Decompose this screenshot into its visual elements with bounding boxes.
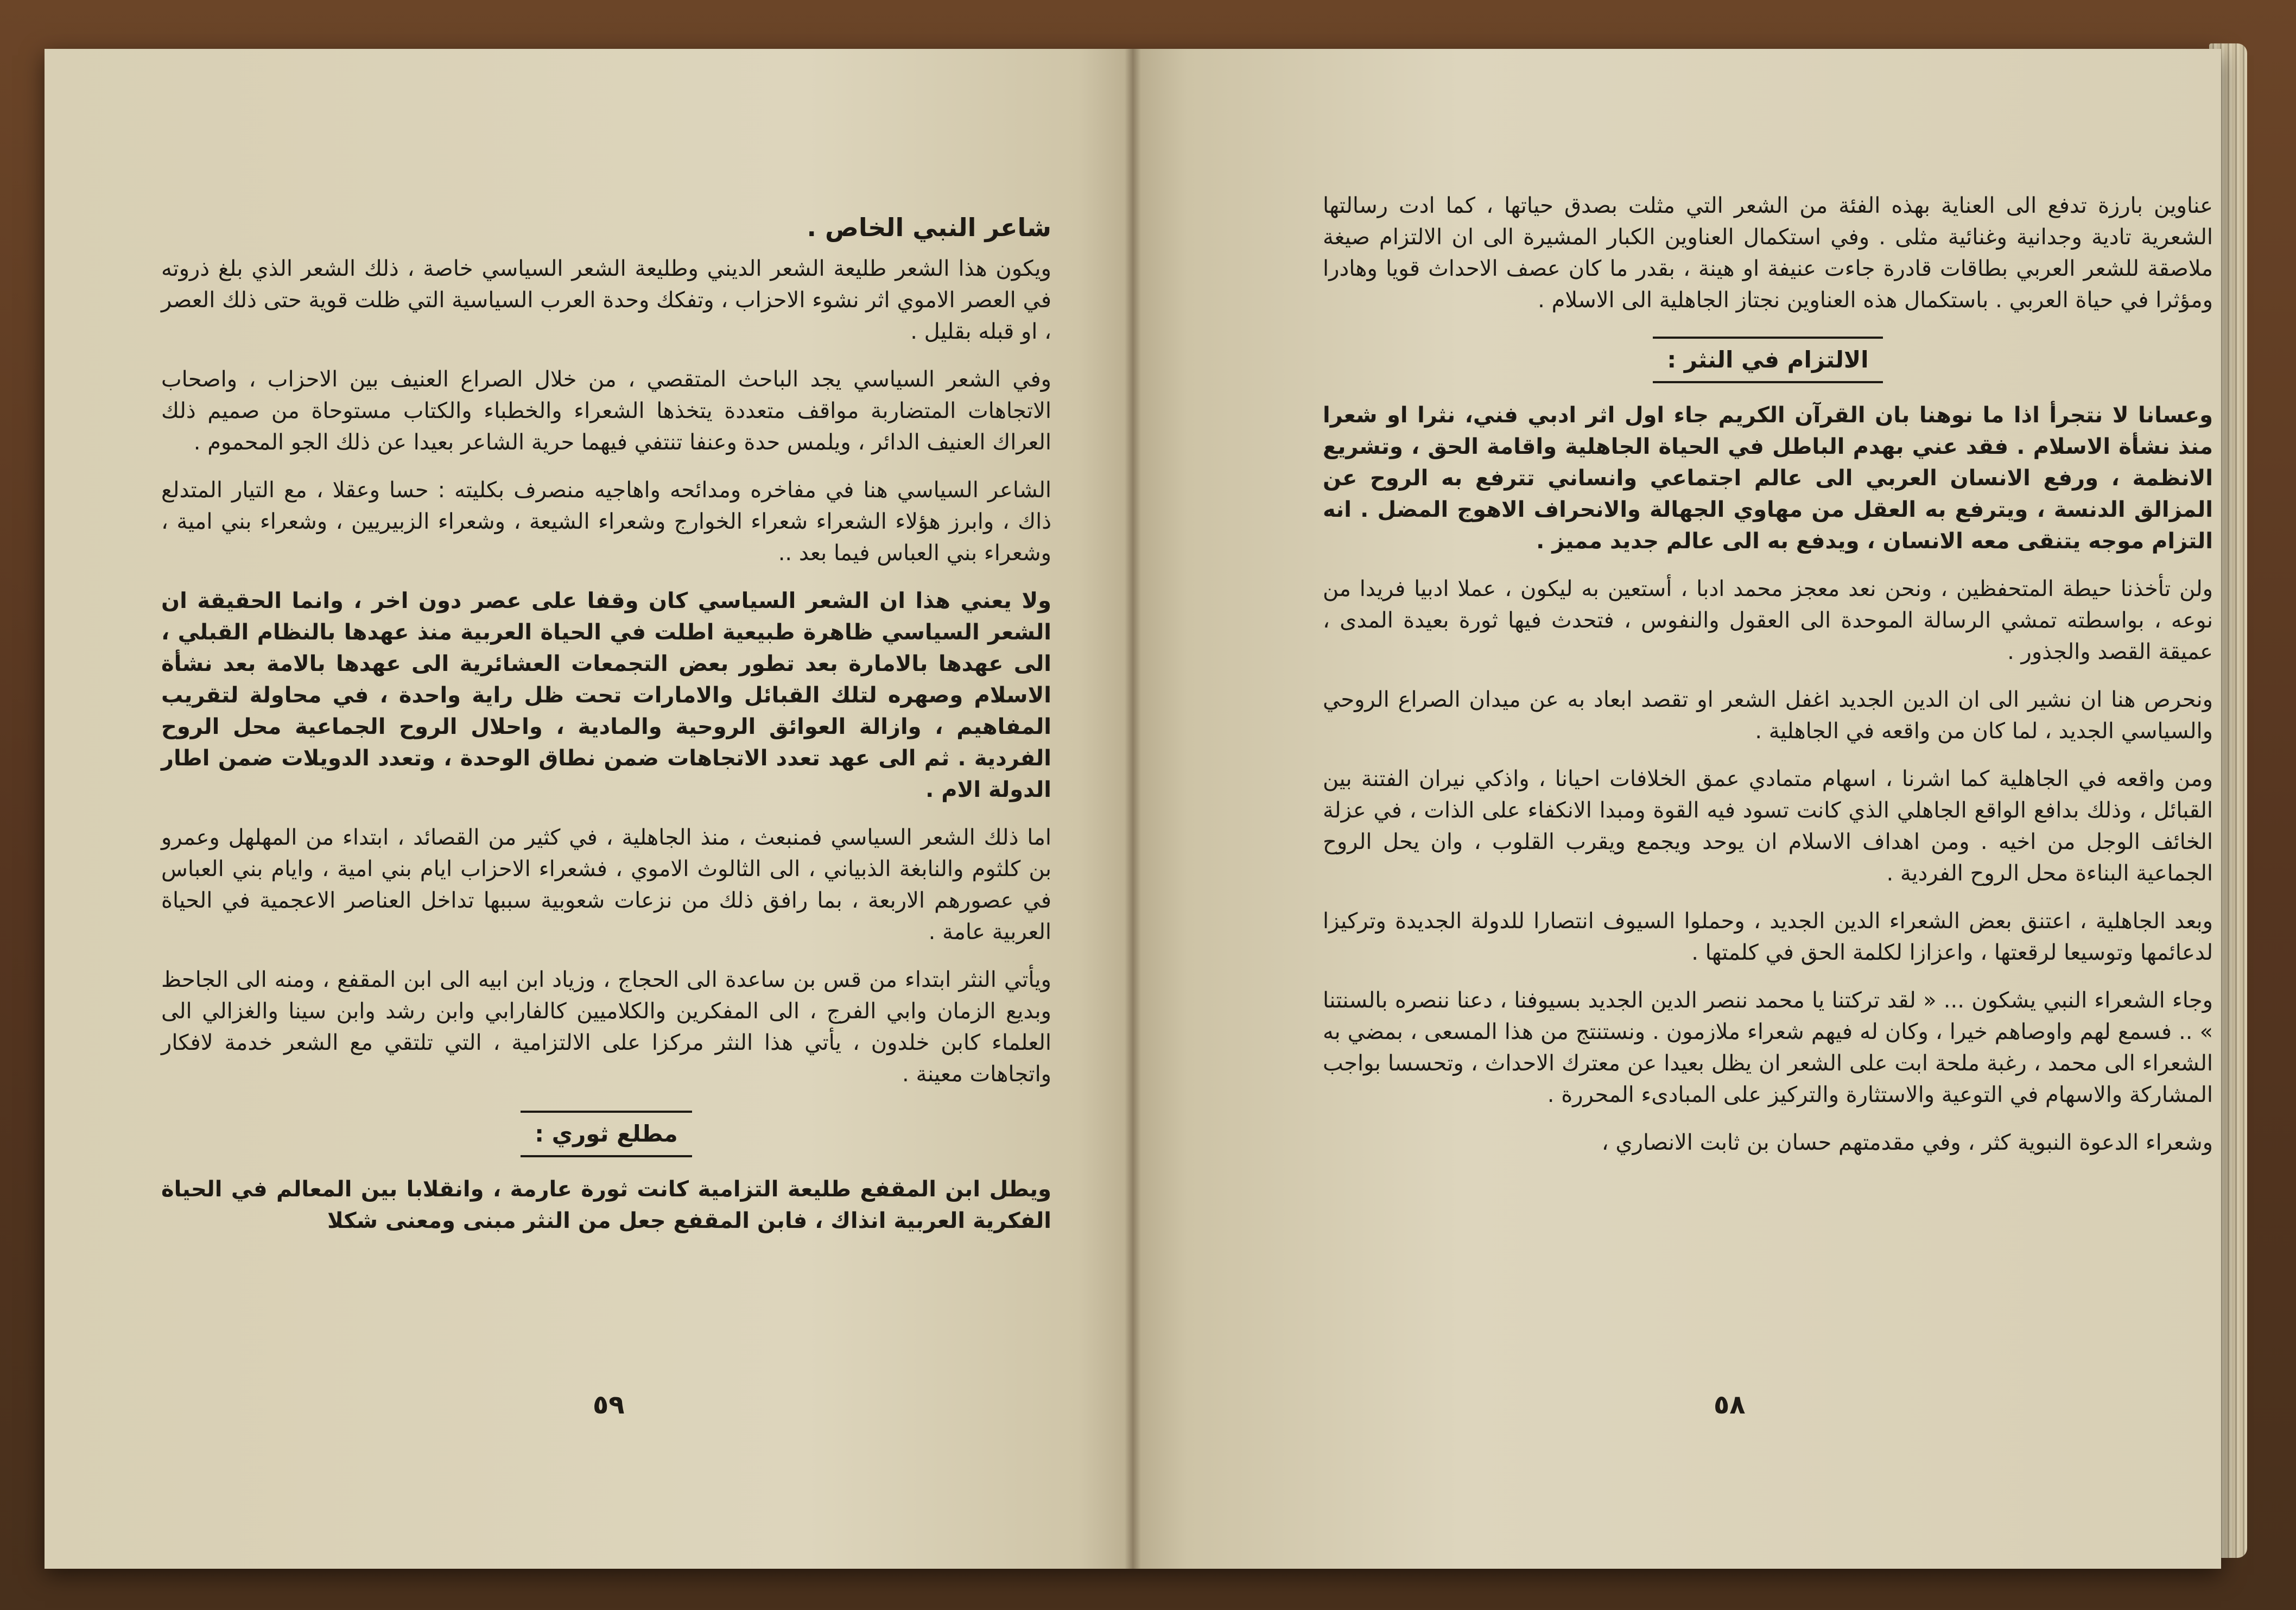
right-paragraph-7: وشعراء الدعوة النبوية كثر ، وفي مقدمتهم حسان بن ثابت الانصاري ، <box>1601 1130 2213 1155</box>
right-page-text <box>1323 190 2213 1175</box>
right-paragraph-5: وبعد الجاهلية ، اعتنق بعض الشعراء الدين الجديد ، وحملوا السيوف انتصارا للدولة الجديدة وتركيزا لدعائمها وتوسيعا لرقعتها ، واعزازا لكلمة الحق في كلمتها . <box>1323 909 2213 965</box>
book-gutter <box>1125 49 1141 1569</box>
left-paragraph-6: ويأتي النثر ابتداء من قس بن ساعدة الى الحجاج ، وزياد ابن ابيه الى ابن المقفع ، ومنه الى الجاحظ وبديع الزمان وابي الفرج ، الى المفكرين والكلاميين كالفارابي وابن رشد وابن سينا والغزالي الى العلماء كابن خلدون ، يأتي هذا النثر مركزا على الالتزامية ، التي تلتقي مع الشعر خدمة لافكار واتجاهات معينة . <box>161 967 1051 1087</box>
book-spread <box>45 49 2221 1569</box>
left-paragraph-3: الشاعر السياسي هنا في مفاخره ومدائحه واهاجيه منصرف بكليته : حسا وعقلا ، مع التيار المتدلع ذاك ، وابرز هؤلاء الشعراء شعراء الخوارج وشعراء الشيعة ، وشعراء الزبيريين ، وشعراء بني امية ، وشعراء بني العباس فيما بعد .. <box>161 478 1051 566</box>
left-paragraph-5: اما ذلك الشعر السياسي فمنبعث ، منذ الجاهلية ، في كثير من القصائد ، ابتداء من المهلهل وعمرو بن كلثوم والنابغة الذبياني ، الى الثالوث الاموي ، فشعراء الاحزاب ايام بني امية ، وايام بني العباس في عصورهم الاربعة ، بما رافق ذلك من نزعات شعوبية سببها تداخل العناصر الاعجمية في الحياة العربية عامة . <box>161 825 1051 945</box>
left-paragraph-2: وفي الشعر السياسي يجد الباحث المتقصي ، من خلال الصراع العنيف بين الاحزاب ، واصحاب الاتجاهات المتضاربة مواقف متعددة يتخذها الشعراء والخطباء والكتاب مستوحاة من صميم ذلك العراك العنيف الدائر ، ويلمس حدة وعنفا تنتفي فيهما حرية الشاعر بعيدا عن ذلك الجو المحموم . <box>161 367 1051 455</box>
right-subheading: الالتزام في النثر : <box>1653 337 1882 383</box>
right-paragraph-4: ومن واقعه في الجاهلية كما اشرنا ، اسهام متمادي عمق الخلافات احيانا ، واذكي نيران الفتنة بين القبائل ، وذلك بدافع الواقع الجاهلي الذي كانت تسود فيه القوة ومبدا الانكفاء على الذات ، في عزلة الخائف الوجل من اخيه . ومن اهداف الاسلام ان يوحد ويجمع ويقرب القلوب ، وان يحل الروح الجماعية البناءة محل الروح الفردية . <box>1323 766 2213 886</box>
right-paragraph-6: وجاء الشعراء النبي يشكون ... « لقد تركتنا يا محمد ننصر الدين الجديد بسيوفنا ، دعنا ننصره بالسنتنا » .. فسمع لهم واوصاهم خيرا ، وكان له فيهم شعراء ملازمون . ونستنتج من هذا المسعى ، بمضي به الشعراء الى محمد ، رغبة ملحة ابت على الشعر ان يظل بعيدا عن معترك الاحداث ، وتحسسا بواجب المشاركة والاسهام في التوعية والاستثارة والتركيز على المبادىء المحررة . <box>1323 988 2213 1107</box>
left-page-heading: شاعر النبي الخاص . <box>807 213 1051 242</box>
left-page <box>45 49 1133 1569</box>
right-intro-paragraph: عناوين بارزة تدفع الى العناية بهذه الفئة من الشعر التي مثلت بصدق حياتها ، كما ادت رسالتها الشعرية تادية وجدانية وغنائية مثلى . وفي استكمال العناوين الكبار المشيرة الى ان الالتزام صيغة ملاصقة للشعر العربي بطاقات قادرة جاءت عنيفة او هينة ، بقدر ما كان عصف الاحداث قويا وهادرا ومؤثرا في حياة العربي . باستكمال هذه العناوين نجتاز الجاهلية الى الاسلام . <box>1323 193 2213 313</box>
left-page-text <box>161 212 1051 1253</box>
right-paragraph-1: وعسانا لا نتجرأ اذا ما نوهنا بان القرآن الكريم جاء اول اثر ادبي فني، نثرا او شعرا منذ نشأة الاسلام . فقد عني بهدم الباطل في الحياة الجاهلية واقامة الحق ، وتشريع الانظمة ، ورفع الانسان العربي الى عالم اجتماعي وانساني تترفع به الروح عن المزالق الدنسة ، ويترفع به العقل من مهاوي الجهالة والانحراف الاهوج المضل . انه التزام موجه يتنقى معه الانسان ، ويدفع به الى عالم جديد مميز . <box>1323 403 2213 554</box>
left-subheading-row <box>161 1106 1051 1174</box>
right-paragraph-2: ولن تأخذنا حيطة المتحفظين ، ونحن نعد معجز محمد ادبا ، أستعين به ليكون ، عملا ادبيا فريدا من نوعه ، بواسطته تمشي الرسالة الموحدة الى العقول والنفوس ، فتحدث فيها ثورة بعيدة المدى ، عميقة القصد والجذور . <box>1323 576 2213 664</box>
right-page-number: ٥٨ <box>1714 1390 1746 1420</box>
left-paragraph-4: ولا يعني هذا ان الشعر السياسي كان وقفا على عصر دون اخر ، وانما الحقيقة ان الشعر السياسي ظاهرة طبيعية اطلت في الحياة العربية منذ عهدها بالنظام القبلي ، الى عهدها بالامارة بعد تطور بعض التجمعات العشائرية الى عهدها بالامة بعد نشأة الاسلام وصهره لتلك القبائل والامارات تحت ظل راية واحدة ، في محاولة لتقريب المفاهيم ، وازالة العوائق الروحية والمادية ، واحلال الروح الجماعية محل الروح الفردية . ثم الى عهد تعدد الاتجاهات ضمن نطاق الوحدة ، وتعدد الدويلات ضمن اطار الدولة الام . <box>161 588 1051 802</box>
left-subheading: مطلع ثوري : <box>521 1111 692 1157</box>
left-page-number: ٥٩ <box>593 1390 625 1420</box>
left-paragraph-1: ويكون هذا الشعر طليعة الشعر الديني وطليعة الشعر السياسي خاصة ، ذلك الشعر الذي بلغ ذروته في العصر الاموي اثر نشوء الاحزاب ، وتفكك وحدة العرب السياسية التي ظلت قوية حتى ذلك العصر ، او قبله بقليل . <box>161 256 1051 344</box>
right-paragraph-3: ونحرص هنا ان نشير الى ان الدين الجديد اغفل الشعر او تقصد ابعاد به عن ميدان الصراع الروحي والسياسي الجديد ، لما كان من واقعه في الجاهلية . <box>1323 687 2213 744</box>
right-subheading-row <box>1323 332 2213 400</box>
right-page <box>1133 49 2221 1569</box>
left-closing-paragraph: ويطل ابن المقفع طليعة التزامية كانت ثورة عارمة ، وانقلابا بين المعالم في الحياة الفكرية العربية انذاك ، فابن المقفع جعل من النثر مبنى ومعنى شكلا <box>161 1177 1051 1233</box>
